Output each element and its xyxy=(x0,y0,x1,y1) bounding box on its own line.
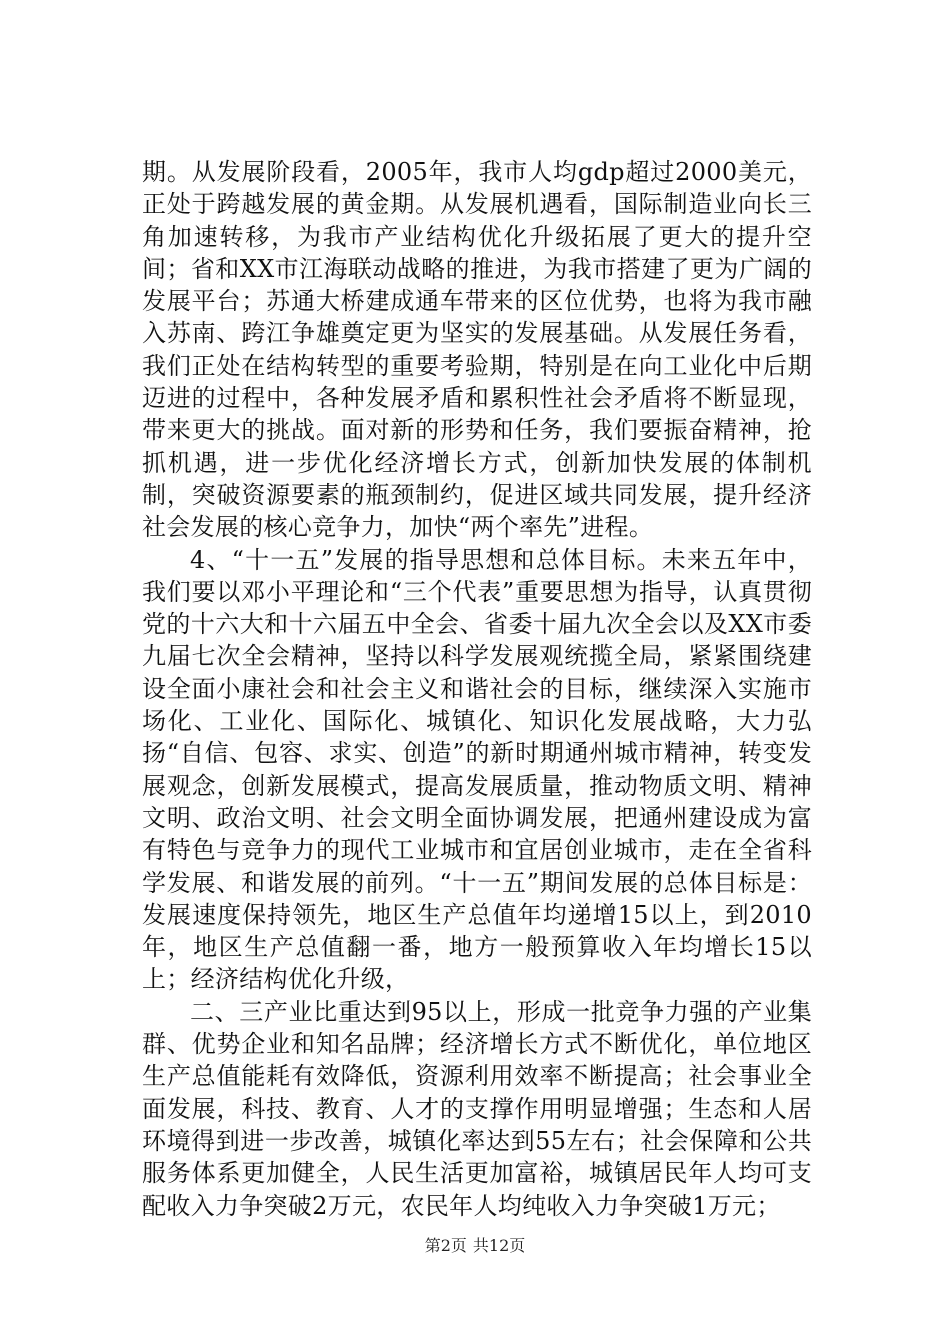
paragraph-3: 二、三产业比重达到95以上，形成一批竞争力强的产业集群、优势企业和知名品牌；经济增长方式不断优化，单位地区生产总值能耗有效降低，资源利用效率不断提高；社会事业全面发展，科技、教育、人才的支撑作用明显增强；生态和人居环境得到进一步改善，城镇化率达到55左右；社会保障和公共服务体系更加健全，人民生活更加富裕，城镇居民年人均可支配收入力争突破2万元，农民年人均纯收入力争突破1万元； xyxy=(142,997,812,1220)
paragraph-2: 4、“十一五”发展的指导思想和总体目标。未来五年中，我们要以邓小平理论和“三个代表”重要思想为指导，认真贯彻党的十六大和十六届五中全会、省委十届九次全会以及XX市委九届七次全会精神，坚持以科学发展观统揽全局，紧紧围绕建设全面小康社会和社会主义和谐社会的目标，继续深入实施市场化、工业化、国际化、城镇化、知识化发展战略，大力弘扬“自信、包容、求实、创造”的新时期通州城市精神，转变发展观念，创新发展模式，提高发展质量，推动物质文明、精神文明、政治文明、社会文明全面协调发展，把通州建设成为富有特色与竞争力的现代工业城市和宜居创业城市，走在全省科学发展、和谐发展的前列。“十一五”期间发展的总体目标是：发展速度保持领先，地区生产总值年均递增15以上，到2010年，地区生产总值翻一番，地方一般预算收入年均增长15以上；经济结构优化升级， xyxy=(142,545,812,994)
document-body xyxy=(142,156,812,1222)
paragraph-1: 期。从发展阶段看，2005年，我市人均gdp超过2000美元，正处于跨越发展的黄金期。从发展机遇看，国际制造业向长三角加速转移，为我市产业结构优化升级拓展了更大的提升空间；省和XX市江海联动战略的推进，为我市搭建了更为广阔的发展平台；苏通大桥建成通车带来的区位优势，也将为我市融入苏南、跨江争雄奠定更为坚实的发展基础。从发展任务看，我们正处在结构转型的重要考验期，特别是在向工业化中后期迈进的过程中，各种发展矛盾和累积性社会矛盾将不断显现，带来更大的挑战。面对新的形势和任务，我们要振奋精神，抢抓机遇，进一步优化经济增长方式，创新加快发展的体制机制，突破资源要素的瓶颈制约，促进区域共同发展，提升经济社会发展的核心竞争力，加快“两个率先”进程。 xyxy=(142,158,812,542)
page-number: 第2页 xyxy=(424,1236,467,1255)
page-total: 共12页 xyxy=(472,1236,526,1255)
page-footer xyxy=(0,1236,950,1256)
